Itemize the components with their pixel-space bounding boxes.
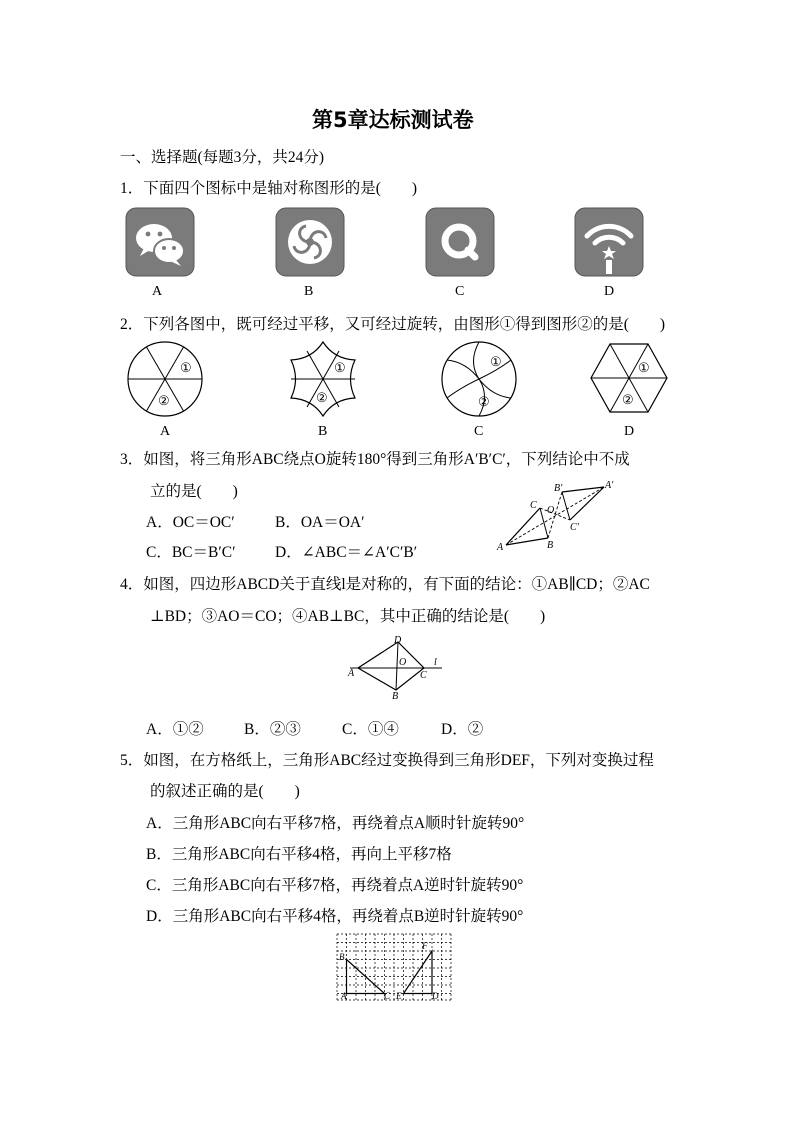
q1-label-d: D — [604, 284, 615, 299]
svg-text:F: F — [422, 941, 428, 951]
q5-option-d: D．三角形ABC向右平移4格，再绕着点B逆时针旋转90° — [146, 908, 524, 925]
q2-label-c: C — [474, 424, 484, 439]
q1-label-b: B — [304, 284, 314, 299]
q1-stem: 1．下面四个图标中是轴对称图形的是( ) — [120, 180, 418, 197]
section-heading: 一、选择题(每题3分，共24分) — [120, 149, 325, 166]
q2-label-d: D — [624, 424, 635, 439]
q3-option-d: D．∠ABC＝∠A′C′B′ — [275, 544, 418, 561]
q1-label-a: A — [152, 284, 163, 299]
svg-text:A: A — [341, 991, 347, 1001]
q3-stem-line2: 立的是( ) — [150, 483, 238, 500]
q4-option-c: C．①④ — [342, 721, 399, 738]
q3-option-c: C．BC＝B′C′ — [146, 544, 236, 561]
chat-bubbles-icon — [126, 208, 194, 276]
q1-option-d-icon — [575, 208, 643, 276]
search-q-icon — [426, 208, 494, 276]
svg-text:E: E — [396, 991, 402, 1001]
q3-option-a: A．OC＝OC′ — [146, 514, 235, 531]
q5-stem-line2: 的叙述正确的是( ) — [150, 783, 300, 800]
svg-text:C: C — [420, 670, 427, 681]
q2d-mark-2: ② — [622, 392, 634, 407]
svg-text:O: O — [399, 657, 407, 668]
q2-figure-c — [440, 340, 518, 418]
svg-text:A′: A′ — [605, 480, 614, 491]
q4-figure — [346, 634, 446, 702]
svg-text:B′: B′ — [554, 483, 563, 494]
q2c-mark-1: ① — [490, 354, 502, 369]
wifi-signal-icon — [575, 208, 643, 276]
q2b-mark-2: ② — [316, 390, 328, 405]
q1-option-b-icon — [276, 208, 344, 276]
q2-figure-d — [590, 342, 668, 414]
svg-text:B: B — [339, 952, 345, 962]
svg-text:l: l — [434, 657, 437, 668]
q5-option-b: B．三角形ABC向右平移4格，再向上平移7格 — [146, 846, 452, 863]
q2-label-a: A — [160, 424, 171, 439]
svg-text:B: B — [392, 691, 399, 702]
q4-stem-line1: 4．如图，四边形ABCD关于直线l是对称的，有下面的结论：①AB∥CD；②AC — [120, 576, 650, 593]
q2a-mark-1: ① — [180, 360, 192, 375]
q2-stem: 2．下列各图中，既可经过平移，又可经过旋转，由图形①得到图形②的是( ) — [120, 316, 666, 333]
svg-text:O: O — [547, 505, 555, 516]
page-title: 第5章达标测试卷 — [312, 108, 474, 132]
svg-text:C: C — [384, 991, 391, 1001]
q5-stem-line1: 5．如图，在方格纸上，三角形ABC经过变换得到三角形DEF，下列对变换过程 — [120, 752, 654, 769]
q3-option-b: B．OA＝OA′ — [275, 514, 365, 531]
q2a-mark-2: ② — [158, 393, 170, 408]
q1-label-c: C — [455, 284, 465, 299]
q4-stem-line2: ⊥BD；③AO＝CO；④AB⊥BC，其中正确的结论是( ) — [150, 608, 546, 625]
q2d-mark-1: ① — [638, 360, 650, 375]
q3-stem-line1: 3．如图，将三角形ABC绕点O旋转180°得到三角形A′B′C′，下列结论中不成 — [120, 451, 630, 468]
q1-option-a-icon — [126, 208, 194, 276]
q4-option-a: A．①② — [146, 721, 204, 738]
q5-option-a: A．三角形ABC向右平移7格，再绕着点A顺时针旋转90° — [146, 815, 525, 832]
q5-option-c: C．三角形ABC向右平移7格，再绕着点A逆时针旋转90° — [146, 877, 524, 894]
svg-text:B: B — [547, 540, 554, 551]
q5-grid-figure — [336, 933, 452, 1001]
q3-figure — [492, 478, 622, 552]
q2c-mark-2: ② — [478, 394, 490, 409]
swirl-logo-icon — [276, 208, 344, 276]
q4-option-d: D．② — [441, 721, 484, 738]
q2b-mark-1: ① — [334, 360, 346, 375]
svg-text:C′: C′ — [570, 522, 579, 533]
svg-text:C: C — [530, 500, 537, 511]
q1-option-c-icon — [426, 208, 494, 276]
q2-figure-a — [126, 340, 204, 418]
svg-text:D: D — [394, 635, 402, 646]
q2-figure-b — [284, 340, 362, 418]
svg-text:D: D — [432, 991, 439, 1001]
q4-option-b: B．②③ — [244, 721, 301, 738]
svg-text:A: A — [348, 668, 355, 679]
q2-label-b: B — [318, 424, 328, 439]
svg-text:A: A — [497, 542, 504, 553]
